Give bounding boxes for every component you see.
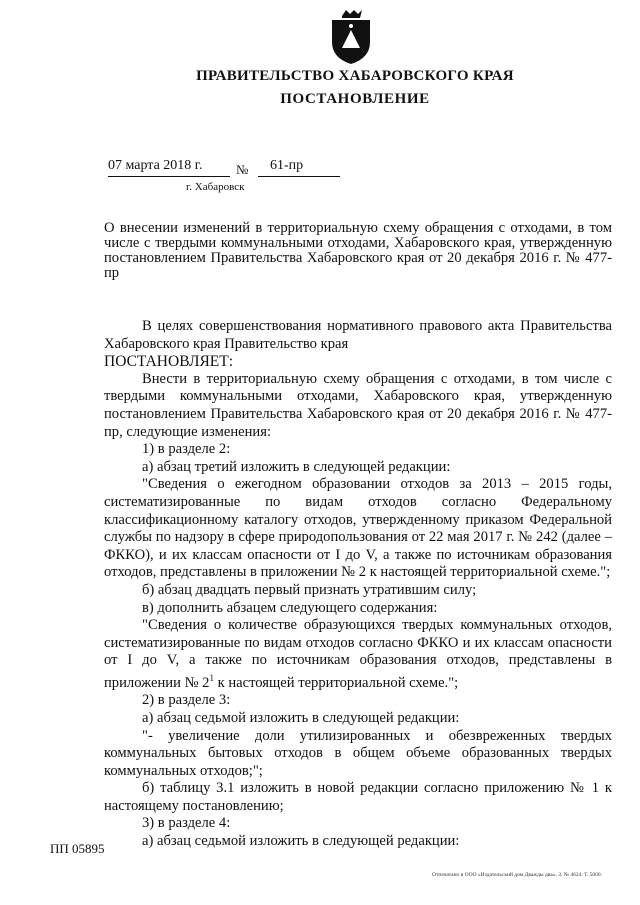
paragraph-part: к настоящей территориальной схеме."; — [213, 674, 459, 691]
document-subject: О внесении изменений в территориальную схему обращения с отходами, в том числе с твердыми коммунальными отходами, Хабаровского края, утвержденную постановлением Правительства Хабаровского края от 20 декабря 2016 г. № 477-пр — [104, 220, 612, 281]
paragraph: "Сведения о ежегодном образовании отходов за 2013 – 2015 годы, систематизированные по видам отходов согласно Федеральному классификационному каталогу отходов, утвержденному приказом Федеральной службы по надзору в сфере природопользования от 22 мая 2017 г. № 242 (далее – ФККО), и их классам опасности от I до V, а также по источникам образования отходов, представлены в приложении № 2 к настоящей территориальной схеме."; — [104, 476, 612, 581]
document-number: 61-пр — [270, 158, 304, 173]
paragraph: а) абзац седьмой изложить в следующей редакции: — [142, 709, 460, 726]
paragraph: 1) в разделе 2: — [142, 441, 231, 458]
document-body — [104, 318, 612, 851]
paragraph: 2) в разделе 3: — [142, 692, 231, 709]
resolves-heading: ПОСТАНОВЛЯЕТ: — [104, 353, 234, 371]
number-underline — [258, 176, 340, 177]
paragraph: в) дополнить абзацем следующего содержания: — [142, 599, 438, 616]
paragraph: б) абзац двадцать первый признать утратившим силу; — [142, 581, 477, 598]
coat-of-arms-emblem — [328, 8, 374, 66]
city: г. Хабаровск — [186, 181, 245, 193]
government-title: ПРАВИТЕЛЬСТВО ХАБАРОВСКОГО КРАЯ — [196, 68, 514, 84]
paragraph — [104, 617, 612, 692]
paragraph: а) абзац третий изложить в следующей редакции: — [142, 458, 451, 475]
print-info: Отпечатано в ООО «Издательский дом Дважды два». З. № 4624. Т. 5000. — [432, 872, 603, 878]
number-sign: № — [236, 162, 249, 177]
document-code: ПП 05895 — [50, 841, 105, 856]
paragraph: В целях совершенствования нормативного правового акта Правительства Хабаровского края Правительство края — [104, 318, 612, 352]
paragraph-part: "Сведения о количестве образующихся твердых коммунальных отходов, систематизированные по видам отходов согласно ФККО и их классам опасности от I до V, а также по источникам образования отходов, представлены в приложении № 2 — [104, 617, 612, 691]
paragraph: 3) в разделе 4: — [142, 815, 231, 832]
paragraph: "- увеличение доли утилизированных и обезвреженных твердых коммунальных бытовых отходов в общем объеме образованных твердых коммунальных отходов;"; — [104, 727, 612, 779]
document-type: ПОСТАНОВЛЕНИЕ — [280, 91, 430, 107]
date-underline — [108, 176, 230, 177]
superscript: 1 — [209, 672, 214, 683]
paragraph: а) абзац седьмой изложить в следующей редакции: — [142, 833, 460, 850]
date-number-row — [108, 158, 348, 180]
paragraph: б) таблицу 3.1 изложить в новой редакции согласно приложению № 1 к настоящему постановлению; — [104, 780, 612, 814]
document-date: 07 марта 2018 г. — [108, 158, 203, 173]
paragraph: Внести в территориальную схему обращения с отходами, в том числе с твердыми коммунальными отходами, Хабаровского края, утвержденную постановлением Правительства Хабаровского края от 20 декабря 2016 г. № 477-пр, следующие изменения: — [104, 370, 612, 440]
